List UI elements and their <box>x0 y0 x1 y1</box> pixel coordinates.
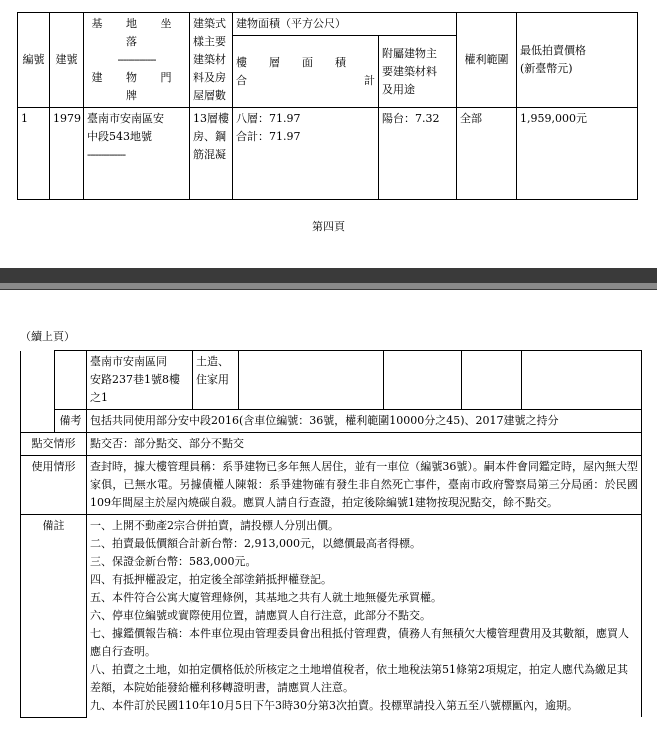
header-location-bottom: 建 物 門 牌 <box>91 71 182 102</box>
delivery-text: 點交否：部分點交、部分不點交 <box>87 433 642 456</box>
continued-label: （續上頁） <box>20 330 75 343</box>
note-item: 三、保證金新台幣：583,000元。 <box>90 555 257 568</box>
cell-no: 1 <box>18 108 50 200</box>
property-table <box>17 12 638 200</box>
usage-label: 使用情形 <box>21 456 87 515</box>
header-location-sep: -------------- <box>117 53 156 66</box>
continued-table <box>20 350 642 718</box>
header-rights: 權利範圍 <box>457 13 517 108</box>
cell-rights: 全部 <box>457 108 517 200</box>
cell-location: 臺南市安南區安 中段543地號 -------------- <box>84 108 190 200</box>
table-row <box>21 351 642 410</box>
header-area-group: 建物面積（平方公尺） <box>233 13 457 36</box>
table-row <box>18 108 638 200</box>
document-page-continued <box>0 290 657 753</box>
header-structure: 建築式 樣主要 建築材 料及房 屋層數 <box>190 13 233 108</box>
cell-floor-area: 八層：71.97 合計：71.97 <box>233 108 379 200</box>
document-page-four <box>0 0 657 268</box>
note-item: 一、上開不動產2宗合併拍賣，請投標人分別出價。 <box>90 519 339 532</box>
notes-list <box>87 515 642 718</box>
cell-aux: 陽台：7.32 <box>379 108 457 200</box>
note-item: 七、據鑑價報告稿：本件車位現由管理委員會出租抵付管理費，債務人有無積欠大樓管理費用及其數額，應買人應自行查明。 <box>90 627 629 658</box>
note-item: 二、拍賣最低價額合計新台幣：2,913,000元，以總價最高者得標。 <box>90 537 421 550</box>
delivery-label: 點交情形 <box>21 433 87 456</box>
note-item: 九、本件訂於民國110年10月5日下午3時30分第3次拍賣。投標單請投入第五至八號標匭內，逾期。 <box>90 699 578 712</box>
usage-row <box>21 456 642 515</box>
header-aux-building: 附屬建物主 要建築材料 及用途 <box>379 36 457 108</box>
notes-row <box>21 515 642 718</box>
header-floor-area: 樓 層 面 積 合 計 <box>233 36 379 108</box>
note-item: 五、本件符合公寓大廈管理條例，其基地之共有人就土地無優先承買權。 <box>90 591 442 604</box>
header-location-top: 基 地 坐 落 <box>91 17 182 48</box>
remark-text: 包括共同使用部分安中段2016(含車位編號：36號，權利範圍10000分之45)、2017建號之持分 <box>87 410 642 433</box>
usage-text: 查封時，據大樓管理員稱：系爭建物已多年無人居住，並有一車位（編號36號）。嗣本件會同鑑定時，屋內無大型家俱，已無水電。另據債權人陳報：系爭建物確有發生非自然死亡事件，臺南市政府警察局第三分局函：於民國109年間屋主於屋內燒碳自殺。應買人請自行查證，拍定後除編號1建物按現況點交，餘不點交。 <box>87 456 642 515</box>
cell-address: 臺南市安南區同 安路237巷1號8樓 之1 <box>87 351 193 410</box>
cell-structure: 13層樓 房、鋼 筋混凝 <box>190 108 233 200</box>
header-location <box>84 13 190 108</box>
cell-structure-cont: 土造、 住家用 <box>193 351 239 410</box>
page-number: 第四頁 <box>312 220 345 233</box>
header-build-no: 建號 <box>50 13 84 108</box>
notes-label: 備註 <box>21 515 87 718</box>
cell-min-price: 1,959,000元 <box>517 108 638 200</box>
delivery-row <box>21 433 642 456</box>
remark-row <box>21 410 642 433</box>
note-item: 四、有抵押權設定，拍定後全部塗銷抵押權登記。 <box>90 573 332 586</box>
note-item: 八、拍賣之土地，如拍定價格低於所核定之土地增值稅者，依土地稅法第51條第2項規定，拍定人應代為繳足其差額，本院始能發給權利移轉證明書，請應買人注意。 <box>90 663 628 694</box>
page-separator-shadow <box>0 283 657 289</box>
remark-label: 備考 <box>55 410 87 433</box>
cell-build-no: 1979 <box>50 108 84 200</box>
note-item: 六、停車位編號或實際使用位置，請應買人自行注意，此部分不點交。 <box>90 609 431 622</box>
header-min-price: 最低拍賣價格 (新臺幣元) <box>517 13 638 108</box>
header-no: 編號 <box>18 13 50 108</box>
